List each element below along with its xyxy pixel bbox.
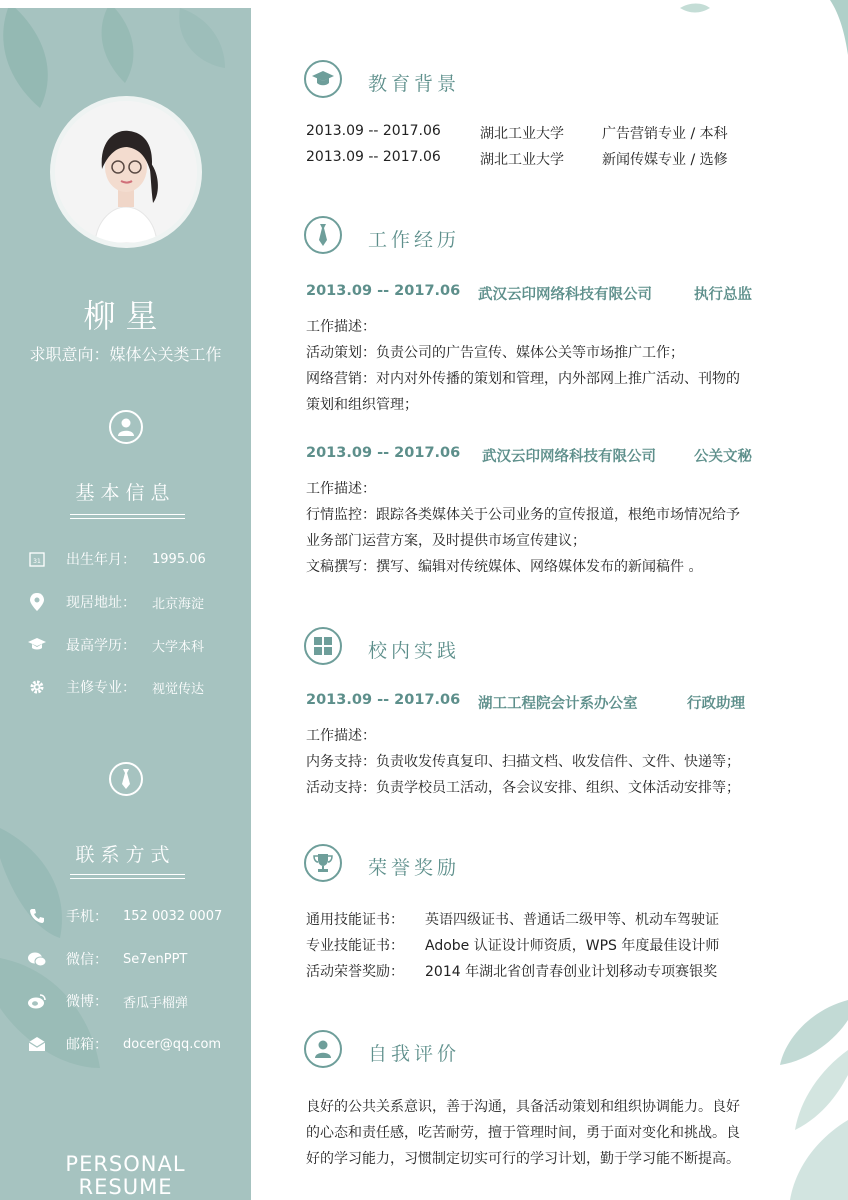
honors-list <box>306 907 806 985</box>
honor-row: 活动荣誉奖励： 2014 年湖北省创青春创业计划移动专项赛银奖 <box>306 964 718 980</box>
divider <box>70 514 185 519</box>
job-header: 2013.09 -- 2017.06 武汉云印网络科技有限公司 执行总监 <box>306 283 752 303</box>
info-row-birth: 31 出生年月： 1995.06 <box>28 549 206 569</box>
honor-row: 专业技能证书： Adobe 认证设计师资质，WPS 年度最佳设计师 <box>306 938 720 954</box>
footer-resume: RESUME <box>78 1175 173 1199</box>
self-eval-text: 良好的公共关系意识，善于沟通，具备活动策划和组织协调能力。良好 的心态和责任感，吃苦耐劳，擅于管理时间，勇于面对变化和挑战。良 好的学习能力，习惯制定切实可行的学习计划，勤于学习能不断提高。 <box>306 1099 740 1167</box>
job-description: 工作描述： 活动策划：负责公司的广告宣传、媒体公关等市场推广工作； 网络营销：对内对外传播的策划和管理，内外部网上推广活动、刊物的 策划和组织管理； <box>306 319 740 413</box>
windows-grid-icon <box>304 627 342 665</box>
contact-row-phone: 手机： 152 0032 0007 <box>28 906 222 926</box>
graduation-cap-icon <box>28 636 46 654</box>
gear-icon <box>28 678 46 696</box>
education-row: 2013.09 -- 2017.06 湖北工业大学 广告营销专业 / 本科 <box>306 123 728 142</box>
leaf-decoration-top-right <box>680 0 848 60</box>
basic-info-title: 基本信息 <box>75 482 176 504</box>
wechat-icon <box>28 950 46 968</box>
svg-text:31: 31 <box>33 558 41 565</box>
contact-row-wechat: 微信： Se7enPPT <box>28 949 187 969</box>
location-pin-icon <box>28 593 46 611</box>
mail-icon <box>28 1035 46 1053</box>
education-row: 2013.09 -- 2017.06 湖北工业大学 新闻传媒专业 / 选修 <box>306 149 728 168</box>
contact-title: 联系方式 <box>75 844 176 866</box>
graduation-cap-icon <box>304 60 342 98</box>
campus-title: 校内实践 <box>368 640 461 662</box>
contact-row-email: 邮箱： docer@qq.com <box>28 1034 221 1054</box>
avatar <box>50 96 202 248</box>
footer-personal: PERSONAL <box>65 1152 186 1176</box>
tie-icon <box>304 216 342 254</box>
education-title: 教育背景 <box>368 73 461 95</box>
job-description: 工作描述： 行情监控：跟踪各类媒体关于公司业务的宣传报道，根绝市场情况给予 业务部门运营方案，及时提供市场宣传建议； 文稿撰写：撰写、编辑对传统媒体、网络媒体发布的新闻稿件 。 <box>306 481 740 575</box>
campus-description: 工作描述： 内务支持：负责收发传真复印、扫描文档、收发信件、文件、快递等； 活动支持：负责学校员工活动，各会议安排、组织、文体活动安排等； <box>306 728 740 796</box>
tie-icon <box>109 762 143 796</box>
portrait-image <box>55 101 197 243</box>
weibo-icon <box>28 992 46 1010</box>
divider <box>70 874 185 879</box>
trophy-icon <box>304 844 342 882</box>
job-objective: 求职意向：媒体公关类工作 <box>29 345 222 364</box>
job-header: 2013.09 -- 2017.06 武汉云印网络科技有限公司 公关文秘 <box>306 445 752 465</box>
sidebar <box>0 8 251 1200</box>
info-row-major: 主修专业： 视觉传达 <box>28 677 204 697</box>
candidate-name: 柳星 <box>83 297 168 335</box>
person-icon <box>304 1030 342 1068</box>
work-title: 工作经历 <box>368 229 461 251</box>
honors-title: 荣誉奖励 <box>368 857 461 879</box>
self-eval-title: 自我评价 <box>368 1043 461 1065</box>
phone-icon <box>28 907 46 925</box>
person-icon <box>109 410 143 444</box>
info-row-education: 最高学历： 大学本科 <box>28 635 204 655</box>
calendar-icon <box>28 550 46 568</box>
honor-row: 通用技能证书： 英语四级证书、普通话二级甲等、机动车驾驶证 <box>306 912 719 928</box>
campus-header: 2013.09 -- 2017.06 湖工工程院会计系办公室 行政助理 <box>306 692 745 712</box>
info-row-address: 现居地址： 北京海淀 <box>28 592 204 612</box>
contact-row-weibo: 微博： 香瓜手榴弹 <box>28 991 188 1011</box>
